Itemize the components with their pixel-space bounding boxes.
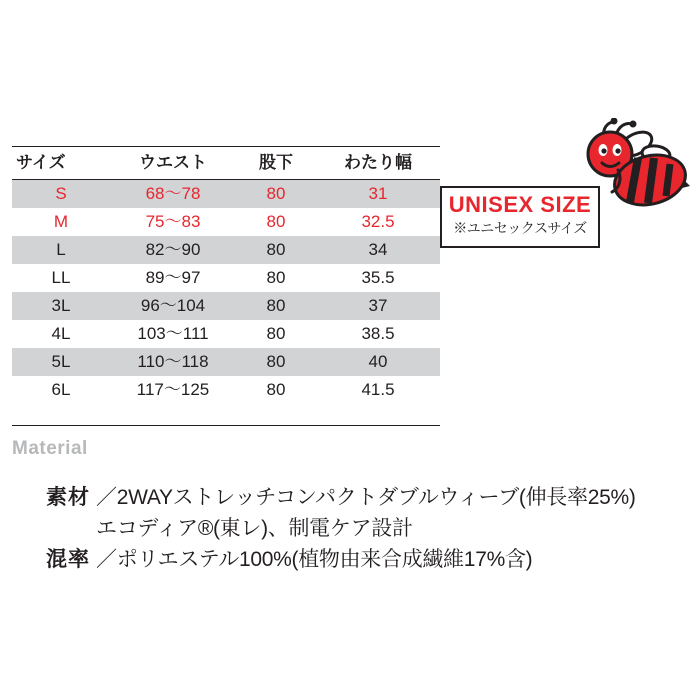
cell-thigh: 38.5 xyxy=(316,320,440,348)
cell-thigh: 32.5 xyxy=(316,208,440,236)
cell-inseam: 80 xyxy=(236,208,316,236)
table-row xyxy=(12,264,440,292)
table-row xyxy=(12,292,440,320)
cell-waist: 103〜111 xyxy=(110,320,236,348)
cell-inseam: 80 xyxy=(236,236,316,264)
cell-inseam: 80 xyxy=(236,348,316,376)
cell-size: 4L xyxy=(12,320,110,348)
material-label-composition: 混率 xyxy=(46,548,90,571)
cell-inseam: 80 xyxy=(236,376,316,404)
cell-size: 5L xyxy=(12,348,110,376)
table-row xyxy=(12,376,440,404)
cell-waist: 89〜97 xyxy=(110,264,236,292)
cell-size: 3L xyxy=(12,292,110,320)
cell-size: M xyxy=(12,208,110,236)
unisex-badge-subtitle: ※ユニセックスサイズ xyxy=(453,220,587,236)
cell-inseam: 80 xyxy=(236,264,316,292)
cell-size: LL xyxy=(12,264,110,292)
unisex-badge-title: UNISEX SIZE xyxy=(448,192,592,217)
material-row-fabric xyxy=(46,482,686,544)
material-details xyxy=(46,482,686,575)
table-row xyxy=(12,320,440,348)
cell-thigh: 31 xyxy=(316,180,440,209)
cell-thigh: 41.5 xyxy=(316,376,440,404)
table-row xyxy=(12,348,440,376)
cell-thigh: 34 xyxy=(316,236,440,264)
cell-size: L xyxy=(12,236,110,264)
column-header-waist: ウエスト xyxy=(110,147,236,180)
column-header-inseam: 股下 xyxy=(236,147,316,180)
size-table xyxy=(12,146,440,404)
material-text-fabric-line2: エコディア®(東レ)、制電ケア設計 xyxy=(96,517,413,540)
table-row xyxy=(12,236,440,264)
column-header-size: サイズ xyxy=(12,147,110,180)
material-row-composition xyxy=(46,544,686,575)
cell-thigh: 40 xyxy=(316,348,440,376)
material-text-fabric xyxy=(96,482,686,544)
cell-waist: 117〜125 xyxy=(110,376,236,404)
cell-thigh: 37 xyxy=(316,292,440,320)
material-text-composition: ／ポリエステル100%(植物由来合成繊維17%含) xyxy=(96,548,533,571)
table-row xyxy=(12,208,440,236)
material-text-fabric-line1: ／2WAYストレッチコンパクトダブルウィーブ(伸長率25%) xyxy=(96,486,636,509)
bee-mascot-icon xyxy=(560,118,690,223)
cell-waist: 96〜104 xyxy=(110,292,236,320)
cell-waist: 110〜118 xyxy=(110,348,236,376)
material-label-fabric: 素材 xyxy=(46,486,90,509)
cell-size: S xyxy=(12,180,110,209)
material-heading: Material xyxy=(12,438,88,459)
cell-waist: 82〜90 xyxy=(110,236,236,264)
size-chart xyxy=(12,146,440,404)
cell-inseam: 80 xyxy=(236,180,316,209)
column-header-thigh: わたり幅 xyxy=(316,147,440,180)
cell-waist: 68〜78 xyxy=(110,180,236,209)
cell-thigh: 35.5 xyxy=(316,264,440,292)
cell-inseam: 80 xyxy=(236,292,316,320)
table-header-row xyxy=(12,147,440,180)
table-bottom-divider xyxy=(12,425,440,426)
table-row xyxy=(12,180,440,209)
cell-waist: 75〜83 xyxy=(110,208,236,236)
cell-size: 6L xyxy=(12,376,110,404)
cell-inseam: 80 xyxy=(236,320,316,348)
